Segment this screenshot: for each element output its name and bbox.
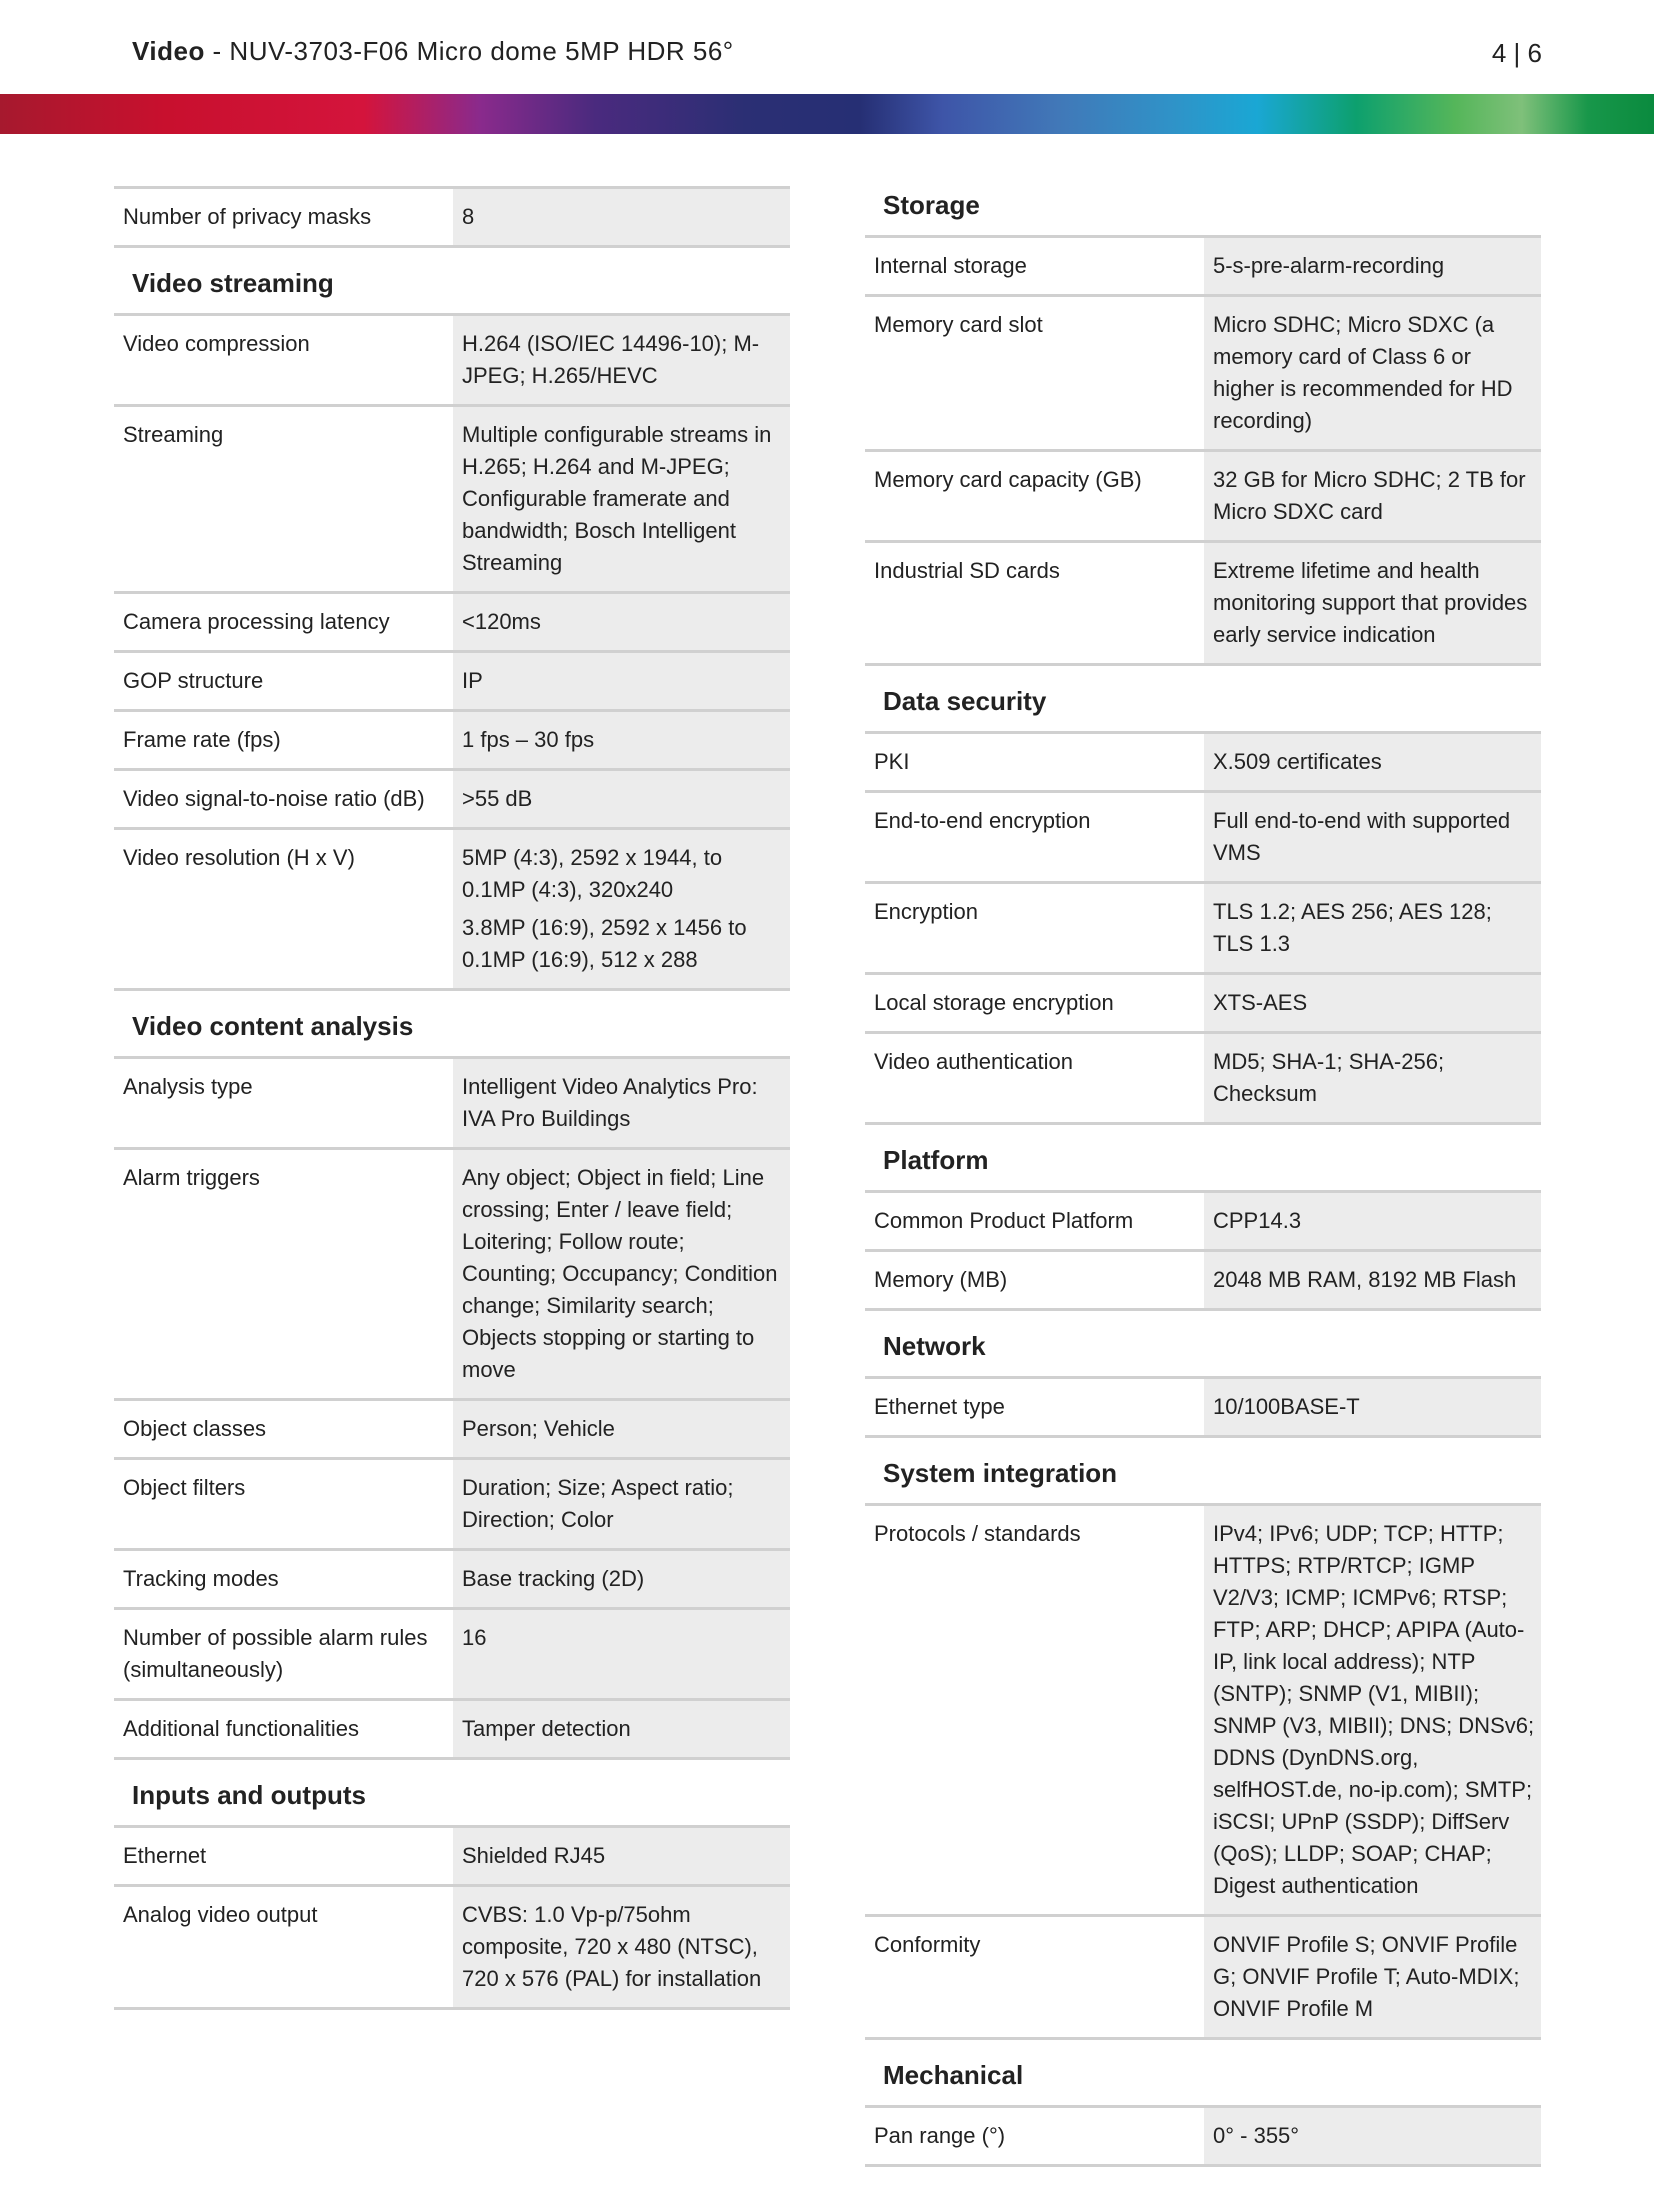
spec-label: Ethernet type: [874, 1394, 1005, 1419]
spec-value: [453, 316, 790, 404]
spec-row-analysis-type: [114, 1059, 790, 1150]
spec-value-text: Extreme lifetime and health monitoring support that provides early service indication: [1213, 558, 1528, 647]
spec-label: Memory card capacity (GB): [874, 467, 1142, 492]
spec-label: Video compression: [123, 331, 310, 356]
spec-value-text: XTS-AES: [1213, 990, 1308, 1015]
spec-value: [453, 1828, 790, 1884]
spec-value: [453, 594, 790, 650]
spec-value-text: X.509 certificates: [1213, 749, 1382, 774]
spec-label: Conformity: [874, 1932, 981, 1957]
spec-label: Encryption: [874, 899, 978, 924]
section-heading-network: Network: [865, 1311, 1541, 1379]
page-header: [0, 0, 1654, 94]
spec-value: [453, 1059, 790, 1147]
spec-value: [1204, 975, 1541, 1031]
spec-value-text: 5-s-pre-alarm-recording: [1213, 253, 1445, 278]
spec-value-text: IPv4; IPv6; UDP; TCP; HTTP; HTTPS; RTP/RTCP; IGMP V2/V3; ICMP; ICMPv6; RTSP; FTP; ARP; DHCP; APIPA (Auto-IP, link local address); NTP (SNTP); SNMP (V1, MIBII); SNMP (V3, MIBII); DNS; DNSv6; DDNS (DynDNS.org, selfHOST.de, no-ip.com); SMTP; iSCSI; UPnP (SSDP); DiffServ (QoS); LLDP; SOAP; CHAP; Digest authentication: [1213, 1521, 1535, 1898]
spec-row-object-classes: [114, 1401, 790, 1460]
spec-value: [453, 1460, 790, 1548]
spec-value: [453, 830, 790, 988]
spec-label: Video authentication: [874, 1049, 1073, 1074]
spec-value-text: 8: [462, 204, 475, 229]
right-spec-column: [865, 186, 1541, 2167]
spec-value: [1204, 1034, 1541, 1122]
section-heading-mechanical: Mechanical: [865, 2040, 1541, 2108]
spec-label: Ethernet: [123, 1843, 207, 1868]
spec-value-text: <120ms: [462, 609, 541, 634]
spec-label: Common Product Platform: [874, 1208, 1134, 1233]
spec-label: Analysis type: [123, 1074, 253, 1099]
spec-row-encryption: [865, 884, 1541, 975]
spec-value: [1204, 793, 1541, 881]
spec-label: Video resolution (H x V): [123, 845, 355, 870]
section-heading-inputs-and-outputs: Inputs and outputs: [114, 1760, 790, 1828]
spec-row-memory-card-slot: [865, 297, 1541, 452]
spec-value-text: 2048 MB RAM, 8192 MB Flash: [1213, 1267, 1517, 1292]
spec-value-text: Person; Vehicle: [462, 1416, 615, 1441]
spec-value: [1204, 1252, 1541, 1308]
spec-label: PKI: [874, 749, 910, 774]
spec-value: [453, 1887, 790, 2007]
spec-label: Analog video output: [123, 1902, 318, 1927]
section-heading-platform: Platform: [865, 1125, 1541, 1193]
spec-label: End-to-end encryption: [874, 808, 1091, 833]
spec-value-text: 5MP (4:3), 2592 x 1944, to 0.1MP (4:3), 320x240: [462, 845, 723, 902]
spec-row-common-product-platform: [865, 1193, 1541, 1252]
spec-label: Tracking modes: [123, 1566, 279, 1591]
spec-value: [1204, 884, 1541, 972]
section-heading-storage: Storage: [865, 186, 1541, 238]
spec-row-industrial-sd-cards: [865, 543, 1541, 666]
spec-label: Memory card slot: [874, 312, 1043, 337]
spec-value-text: CPP14.3: [1213, 1208, 1302, 1233]
spec-label: Number of privacy masks: [123, 204, 372, 229]
spec-row-video-authentication: [865, 1034, 1541, 1125]
document-title-bold: Video: [132, 36, 205, 66]
spec-row-protocols-standards: [865, 1506, 1541, 1917]
spec-label: Video signal-to-noise ratio (dB): [123, 786, 425, 811]
spec-value: [453, 407, 790, 591]
spec-value: [1204, 1917, 1541, 2037]
spec-value: [1204, 452, 1541, 540]
spec-value: [1204, 297, 1541, 449]
spec-value: [453, 771, 790, 827]
spec-label: Pan range (°): [874, 2123, 1006, 2148]
spec-value: [1204, 1193, 1541, 1249]
spec-row-gop-structure: [114, 653, 790, 712]
brand-color-band: [0, 94, 1654, 134]
spec-label: Camera processing latency: [123, 609, 390, 634]
spec-row-analog-video-output: [114, 1887, 790, 2010]
spec-label: Memory (MB): [874, 1267, 1008, 1292]
spec-row-conformity: [865, 1917, 1541, 2040]
spec-label: Object classes: [123, 1416, 267, 1441]
spec-label: Local storage encryption: [874, 990, 1114, 1015]
document-title: [132, 36, 734, 67]
spec-value: [453, 1401, 790, 1457]
spec-value: [453, 653, 790, 709]
spec-value: [453, 1150, 790, 1398]
spec-value: [1204, 2108, 1541, 2164]
left-spec-column: [114, 186, 790, 2010]
spec-row-ethernet: [114, 1828, 790, 1887]
spec-value: [1204, 238, 1541, 294]
spec-row-object-filters: [114, 1460, 790, 1551]
spec-label: Industrial SD cards: [874, 558, 1060, 583]
spec-row-additional-functionalities: [114, 1701, 790, 1760]
spec-row-pan-range: [865, 2108, 1541, 2167]
spec-value-text: ONVIF Profile S; ONVIF Profile G; ONVIF Profile T; Auto-MDIX; ONVIF Profile M: [1213, 1932, 1520, 2021]
spec-value-text: Intelligent Video Analytics Pro: IVA Pro Buildings: [462, 1074, 758, 1131]
spec-value: [1204, 734, 1541, 790]
spec-row-camera-processing-latency: [114, 594, 790, 653]
spec-value-text: Tamper detection: [462, 1716, 631, 1741]
spec-value-text: Base tracking (2D): [462, 1566, 645, 1591]
spec-value-text: MD5; SHA-1; SHA-256; Checksum: [1213, 1049, 1445, 1106]
section-heading-system-integration: System integration: [865, 1438, 1541, 1506]
spec-label: Internal storage: [874, 253, 1027, 278]
spec-value-text: Any object; Object in field; Line crossing; Enter / leave field; Loitering; Follow route; Counting; Occupancy; Condition change; Similarity search; Objects stopping or starting to move: [462, 1165, 778, 1382]
spec-label: Frame rate (fps): [123, 727, 281, 752]
spec-value-text: 0° - 355°: [1213, 2123, 1300, 2148]
spec-row-ethernet-type: [865, 1379, 1541, 1438]
spec-row-end-to-end-encryption: [865, 793, 1541, 884]
spec-row-video-resolution-h-x-v: [114, 830, 790, 991]
section-heading-video-streaming: Video streaming: [114, 248, 790, 316]
spec-value-text: Shielded RJ45: [462, 1843, 606, 1868]
spec-label: Streaming: [123, 422, 224, 447]
spec-value: [453, 189, 790, 245]
spec-row-memory-card-capacity-gb: [865, 452, 1541, 543]
spec-row-frame-rate-fps: [114, 712, 790, 771]
spec-value: [1204, 1379, 1541, 1435]
spec-label: Number of possible alarm rules (simultaneously): [123, 1625, 428, 1682]
section-heading-data-security: Data security: [865, 666, 1541, 734]
spec-value-text: 16: [462, 1625, 487, 1650]
spec-row-tracking-modes: [114, 1551, 790, 1610]
page-number: 4 | 6: [1491, 38, 1542, 68]
spec-row-alarm-triggers: [114, 1150, 790, 1401]
spec-row-local-storage-encryption: [865, 975, 1541, 1034]
spec-value-text: Micro SDHC; Micro SDXC (a memory card of Class 6 or higher is recommended for HD recording): [1213, 312, 1513, 433]
spec-label: Additional functionalities: [123, 1716, 360, 1741]
spec-value: [453, 712, 790, 768]
spec-value: [453, 1610, 790, 1698]
spec-value-text: IP: [462, 668, 483, 693]
spec-value: [1204, 1506, 1541, 1914]
spec-row-video-compression: [114, 316, 790, 407]
spec-label: Protocols / standards: [874, 1521, 1081, 1546]
spec-row-internal-storage: [865, 238, 1541, 297]
section-heading-video-content-analysis: Video content analysis: [114, 991, 790, 1059]
spec-value: [1204, 543, 1541, 663]
spec-value-text: Duration; Size; Aspect ratio; Direction; Color: [462, 1475, 734, 1532]
spec-value-text: H.264 (ISO/IEC 14496-10); M-JPEG; H.265/HEVC: [462, 331, 760, 388]
spec-value-text: 3.8MP (16:9), 2592 x 1456 to 0.1MP (16:9), 512 x 288: [462, 915, 747, 972]
spec-value: [453, 1701, 790, 1757]
spec-label: GOP structure: [123, 668, 264, 693]
spec-row-memory-mb: [865, 1252, 1541, 1311]
spec-row-number-of-privacy-masks: [114, 186, 790, 248]
spec-value-text: Full end-to-end with supported VMS: [1213, 808, 1511, 865]
spec-value-text: TLS 1.2; AES 256; AES 128; TLS 1.3: [1213, 899, 1492, 956]
spec-label: Object filters: [123, 1475, 246, 1500]
spec-value-text: 32 GB for Micro SDHC; 2 TB for Micro SDXC card: [1213, 467, 1526, 524]
spec-row-video-signal-to-noise-ratio-db: [114, 771, 790, 830]
spec-value-text: >55 dB: [462, 786, 533, 811]
spec-value-text: CVBS: 1.0 Vp-p/75ohm composite, 720 x 480 (NTSC), 720 x 576 (PAL) for installation: [462, 1902, 762, 1991]
spec-label: Alarm triggers: [123, 1165, 260, 1190]
spec-value: [453, 1551, 790, 1607]
document-title-rest: - NUV-3703-F06 Micro dome 5MP HDR 56°: [204, 36, 734, 66]
spec-value-text: 10/100BASE-T: [1213, 1394, 1360, 1419]
spec-value-text: Multiple configurable streams in H.265; H.264 and M-JPEG; Configurable framerate and bandwidth; Bosch Intelligent Streaming: [462, 422, 772, 575]
spec-row-number-of-possible-alarm-rules-simultaneously: [114, 1610, 790, 1701]
spec-row-streaming: [114, 407, 790, 594]
spec-value-text: 1 fps – 30 fps: [462, 727, 595, 752]
spec-row-pki: [865, 734, 1541, 793]
